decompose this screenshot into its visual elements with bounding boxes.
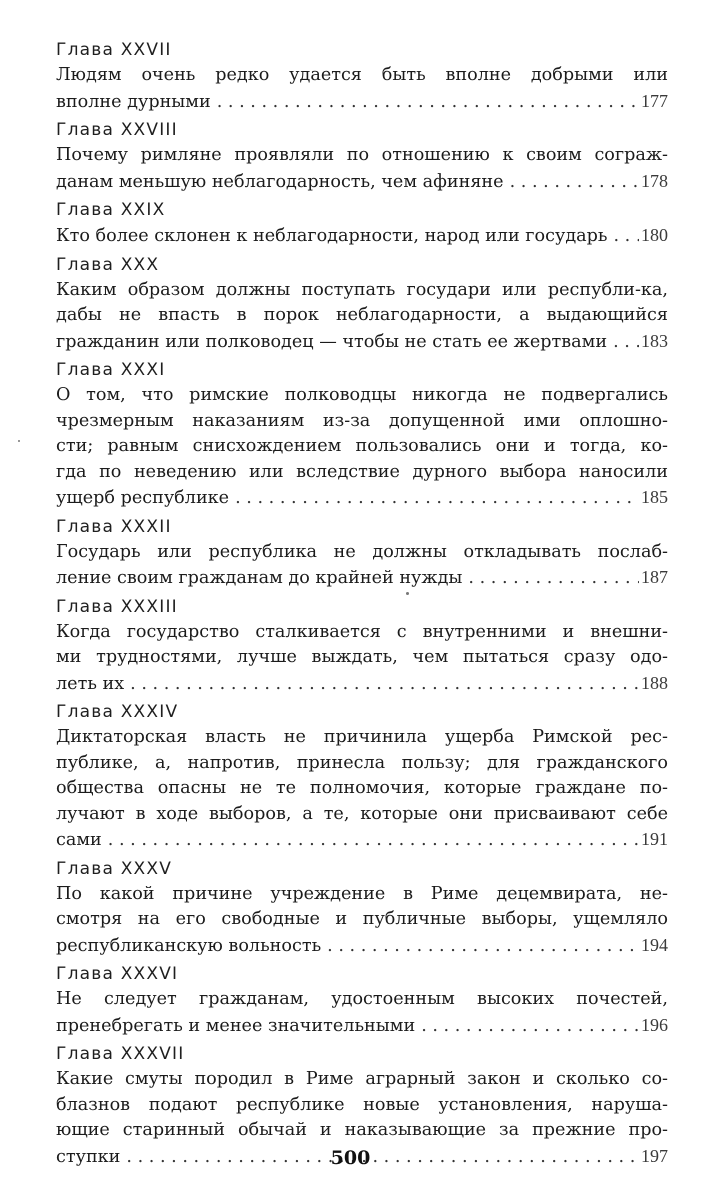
- chapter-title-line: Не следует гражданам, удостоенным высоких почестей,: [56, 989, 668, 1009]
- chapter-title-last-line: [56, 933, 668, 960]
- chapter-title-last-line: [56, 565, 668, 592]
- chapter-title-line: сти; равным снисхождением пользовались они и тогда, ко-: [56, 436, 668, 456]
- dot-leader: [235, 486, 639, 512]
- chapter-title-text: ступки: [56, 1146, 121, 1167]
- page-reference: 180: [641, 225, 668, 245]
- dot-leader: [468, 566, 639, 592]
- page-reference: 194: [641, 934, 668, 955]
- chapter-title-line: чрезмерным наказаниям из-за допущенной ими оплошно-: [56, 410, 668, 431]
- chapter-title-text: сами: [56, 830, 102, 850]
- page-reference: 191: [641, 829, 668, 849]
- chapter-title-line: смотря на его свободные и публичные выборы, ущемляло: [56, 909, 668, 929]
- chapter-title-line: ми трудностями, лучше выждать, чем пытаться сразу одо-: [56, 647, 668, 667]
- dot-leader: [217, 90, 639, 116]
- chapter-title-line: Каким образом должны поступать государи или республи-ка,: [56, 279, 668, 300]
- toc-entry: [56, 857, 668, 960]
- chapter-title-text: республиканскую вольность: [56, 935, 322, 956]
- toc-entry: [56, 198, 668, 250]
- toc-entry: [56, 118, 668, 195]
- dot-leader: [510, 170, 639, 196]
- chapter-title-last-line: [56, 485, 668, 512]
- chapter-title-line: О том, что римские полководцы никогда не подвергались: [56, 385, 668, 405]
- toc-entry: [56, 358, 668, 512]
- chapter-heading: Глава XXXV: [56, 858, 173, 879]
- chapter-title-line: дабы не впасть в порок неблагодарности, а выдающийся: [56, 305, 668, 325]
- chapter-heading: Глава XXXIII: [56, 596, 178, 617]
- toc-entry: [56, 700, 668, 854]
- chapter-title-line: ющие старинный обычай и наказывающие за прежние про-: [56, 1120, 668, 1140]
- chapter-title-text: данам меньшую неблагодарность, чем афиняне: [56, 171, 504, 192]
- dot-leader: [421, 1014, 639, 1040]
- page-reference: 183: [641, 330, 668, 351]
- chapter-title-line: Когда государство сталкивается с внутренними и внешни-: [56, 621, 668, 642]
- dot-leader: [327, 934, 639, 960]
- chapter-heading: Глава XXXVI: [56, 964, 179, 984]
- chapter-title-text: Кто более склонен к неблагодарности, народ или государь: [56, 226, 608, 246]
- chapter-heading: Глава XXIX: [56, 200, 166, 220]
- page-reference: 197: [641, 1145, 668, 1166]
- chapter-title-last-line: [56, 1013, 668, 1040]
- chapter-title-line: Диктаторская власть не причинила ущерба Римской рес-: [56, 727, 668, 747]
- chapter-title-last-line: [56, 169, 668, 196]
- chapter-heading: Глава XXXII: [56, 516, 172, 537]
- chapter-title-text: гражданин или полководец — чтобы не стать ее жертвами: [56, 331, 608, 352]
- chapter-title-last-line: [56, 329, 668, 356]
- table-of-contents: [56, 38, 668, 1173]
- dot-leader: [613, 224, 639, 250]
- toc-entry: [56, 595, 668, 698]
- page-reference: 188: [641, 672, 668, 693]
- page-reference: 185: [641, 487, 668, 507]
- dot-leader: [130, 672, 639, 698]
- print-speck: [406, 592, 409, 595]
- chapter-heading: Глава XXVIII: [56, 120, 178, 140]
- chapter-heading: Глава XXX: [56, 254, 160, 275]
- chapter-title-line: Почему римляне проявляли по отношению к своим сограж-: [56, 145, 668, 165]
- page-reference: 187: [641, 567, 668, 587]
- chapter-title-last-line: [56, 671, 668, 698]
- dot-leader: [613, 330, 639, 356]
- chapter-title-text: ление своим гражданам до крайней нужды: [56, 568, 463, 588]
- dot-leader: [108, 828, 639, 854]
- chapter-title-text: пренебрегать и менее значительными: [56, 1015, 416, 1036]
- chapter-title-last-line: [56, 827, 668, 854]
- page-number: 500: [330, 1147, 371, 1169]
- chapter-title-last-line: [56, 223, 668, 250]
- chapter-title-line: гда по неведению или вследствие дурного выбора наносили: [56, 461, 668, 482]
- chapter-title-line: лучают в ходе выборов, а те, которые они присваивают себе: [56, 803, 668, 824]
- chapter-title-line: Людям очень редко удается быть вполне добрыми или: [56, 65, 668, 85]
- chapter-title-line: Какие смуты породил в Риме аграрный закон и сколько со-: [56, 1069, 668, 1089]
- page-reference: 196: [641, 1014, 668, 1035]
- chapter-heading: Глава XXVII: [56, 40, 172, 60]
- chapter-title-text: ущерб республике: [56, 488, 230, 508]
- chapter-title-line: блазнов подают республике новые установления, наруша-: [56, 1094, 668, 1115]
- chapter-heading: Глава XXXI: [56, 360, 166, 380]
- toc-entry: [56, 515, 668, 592]
- toc-entry: [56, 38, 668, 115]
- chapter-title-text: леть их: [56, 673, 125, 694]
- page-reference: 178: [641, 170, 668, 191]
- page-reference: 177: [641, 90, 668, 111]
- chapter-title-line: Государь или республика не должны откладывать послаб-: [56, 541, 668, 562]
- chapter-title-text: вполне дурными: [56, 91, 211, 112]
- chapter-title-line: По какой причине учреждение в Риме децемвирата, не-: [56, 883, 668, 904]
- print-speck: [18, 440, 20, 442]
- chapter-title-line: общества опасны не те полномочия, которые граждане по-: [56, 778, 668, 798]
- chapter-title-line: публике, а, напротив, принесла пользу; для гражданского: [56, 752, 668, 773]
- chapter-heading: Глава XXXVII: [56, 1044, 185, 1064]
- toc-entry: [56, 962, 668, 1039]
- chapter-title-last-line: [56, 89, 668, 116]
- toc-entry: [56, 253, 668, 356]
- chapter-heading: Глава XXXIV: [56, 702, 179, 722]
